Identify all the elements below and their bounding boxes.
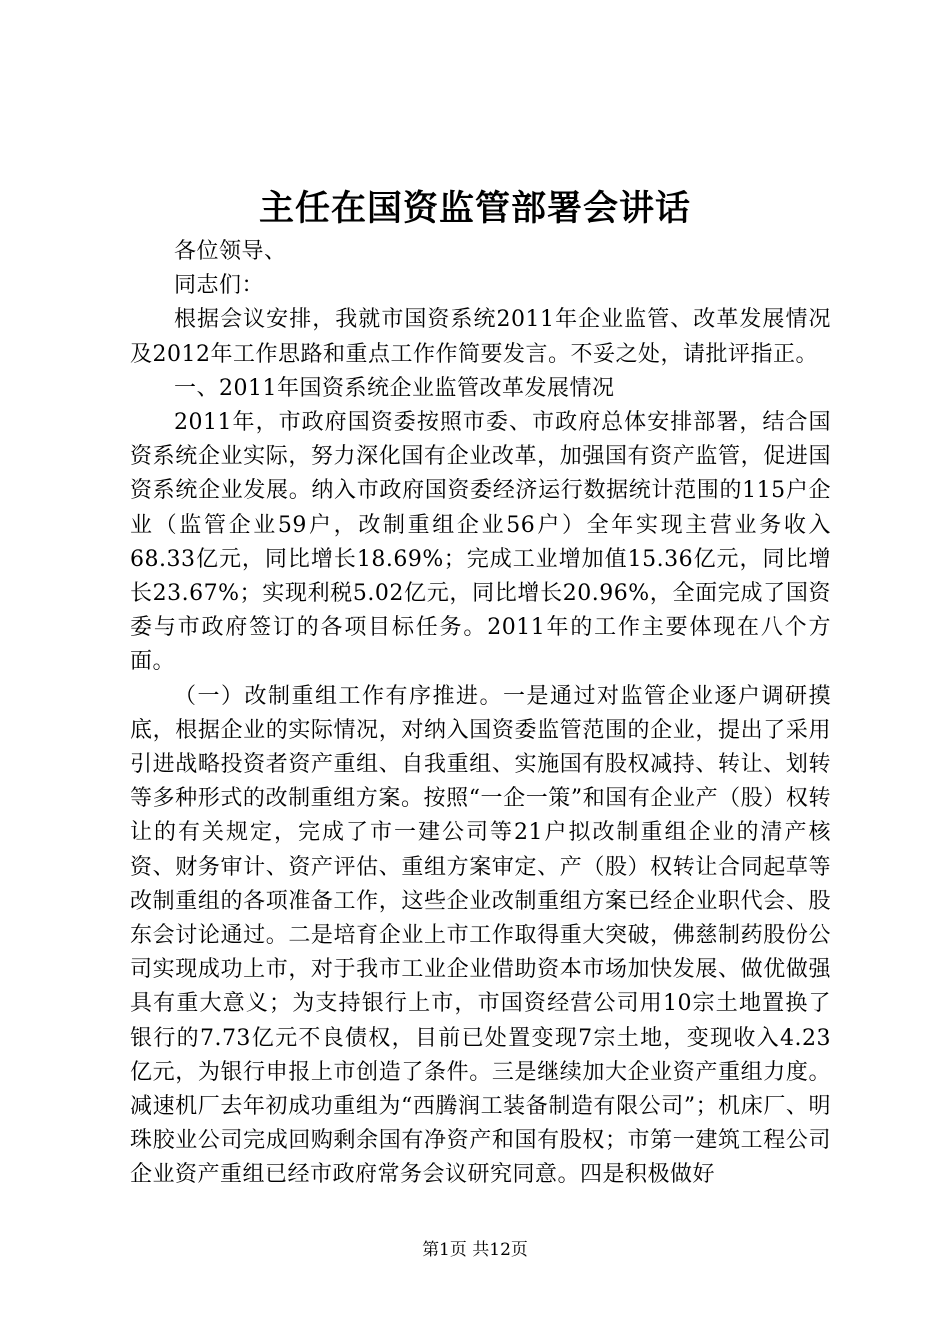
salutation-comrades: 同志们： <box>174 273 265 299</box>
summary-paragraph: 2011年，市政府国资委按照市委、市政府总体安排部署，结合国资系统企业实际，努力深化国有企业改革，加强国有资产监管，促进国资系统企业发展。纳入市政府国资委经济运行数据统计范围的115户企业（监管企业59户，改制重组企业56户）全年实现主营业务收入68.33亿元，同比增长18.69%；完成工业增加值15.36亿元，同比增长23.67%；实现利税5.02亿元，同比增长20.96%，全面完成了国资委与市政府签订的各项目标任务。2011年的工作主要体现在八个方面。 <box>130 410 831 675</box>
document-body <box>130 235 831 1193</box>
document-title: 主任在国资监管部署会讲话 <box>258 188 691 229</box>
page-number-footer: 第1页 共12页 <box>422 1240 528 1260</box>
restructuring-paragraph: （一）改制重组工作有序推进。一是通过对监管企业逐户调研摸底，根据企业的实际情况，对纳入国资委监管范围的企业，提出了采用引进战略投资者资产重组、自我重组、实施国有股权减持、转让、划转等多种形式的改制重组方案。按照“一企一策”和国有企业产（股）权转让的有关规定，完成了市一建公司等21户拟改制重组企业的清产核资、财务审计、资产评估、重组方案审定、产（股）权转让合同起草等改制重组的各项准备工作，这些企业改制重组方案已经企业职代会、股东会讨论通过。二是培育企业上市工作取得重大突破，佛慈制药股份公司实现成功上市，对于我市工业企业借助资本市场加快发展、做优做强具有重大意义；为支持银行上市，市国资经营公司用10宗土地置换了银行的7.73亿元不良债权，目前已处置变现7宗土地，变现收入4.23亿元，为银行申报上市创造了条件。三是继续加大企业资产重组力度。减速机厂去年初成功重组为“西腾润工装备制造有限公司”；机床厂、明珠胶业公司完成回购剩余国有净资产和国有股权；市第一建筑工程公司企业资产重组已经市政府常务会议研究同意。四是积极做好 <box>130 683 831 1188</box>
section-heading-1: 一、2011年国资系统企业监管改革发展情况 <box>174 375 615 401</box>
intro-paragraph: 根据会议安排，我就市国资系统2011年企业监管、改革发展情况及2012年工作思路和重点工作作简要发言。不妥之处，请批评指正。 <box>130 307 831 367</box>
salutation-leaders: 各位领导、 <box>174 239 287 264</box>
